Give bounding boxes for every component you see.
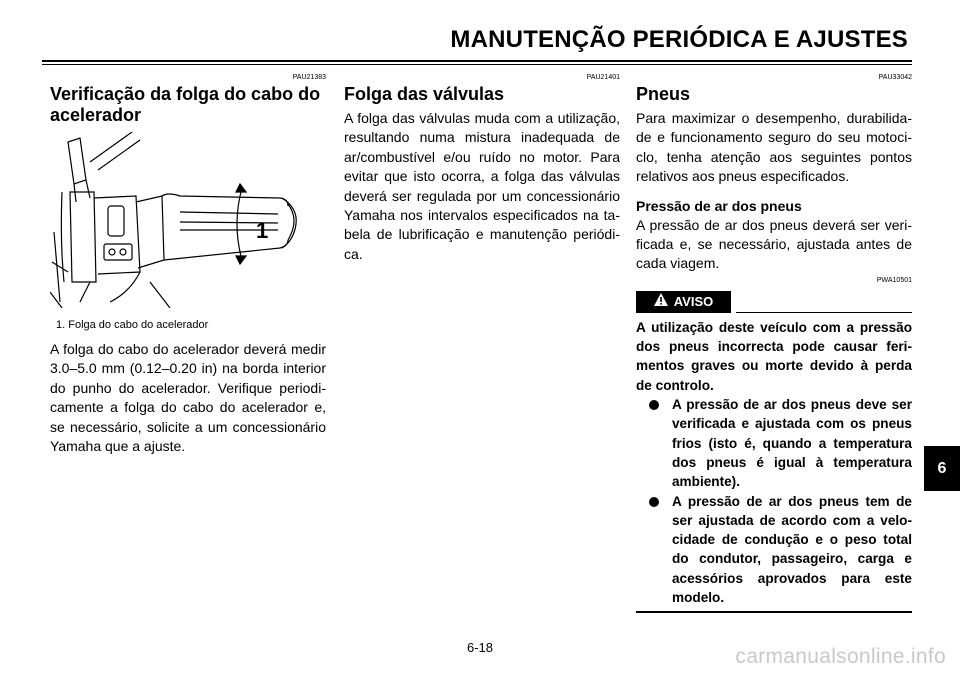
warning-code: PWA10501 (876, 276, 912, 284)
page-title: MANUTENÇÃO PERIÓDICA E AJUSTES (450, 26, 908, 53)
subsection-body: A pressão de ar dos pneus deverá ser verificada e, se necessário, ajustada antes de cada viagem. (636, 216, 912, 272)
warning-badge (636, 291, 731, 313)
bullet-text: A pressão de ar dos pneus tem de ser ajustada de acordo com a velocidade de condução e o peso total do condutor, passageiro, carga e acessórios aprovados para este modelo. (672, 493, 912, 605)
section-code: PAU21401 (586, 74, 620, 81)
warning-bullet (636, 492, 912, 608)
bullet-icon (649, 497, 659, 507)
warning-rule (736, 312, 912, 314)
page-number: 6-18 (466, 640, 494, 655)
column-valve-clearance (344, 73, 620, 264)
section-body: A folga das válvulas muda com a utilização, resultando numa mistura inadequada de ar/combustível e/ou ruído no motor. Para evitar que isto ocorra, a folga das válvulas deverá ser regulada por um concessionário Yamaha nos intervalos especificados na tabela de lubrificação e manutenção periódica. (344, 110, 620, 262)
section-heading: Pneus (636, 84, 691, 104)
section-intro: Para maximizar o desempenho, durabilidade e funcionamento seguro do seu motociclo, tenha atenção aos seguintes pontos relativos aos pneus especificados. (636, 110, 912, 185)
warning-bullet (636, 395, 912, 491)
figure-caption: 1. Folga do cabo do acelerador (56, 319, 209, 331)
bullet-text: A pressão de ar dos pneus deve ser verificada e ajustada com os pneus frios (isto é, quando a temperatura dos pneus é igual à temperatura ambiente). (672, 397, 912, 490)
warning-banner (636, 288, 912, 316)
figure-callout-label: 1 (256, 218, 269, 243)
chapter-tab: 6 (924, 446, 960, 491)
header-rule (42, 60, 912, 62)
section-heading: Folga das válvulas (344, 84, 505, 104)
watermark: carmanualsonline.info (735, 645, 946, 668)
section-code: PAU21383 (292, 74, 326, 81)
header-rule-thin (42, 64, 912, 65)
throttle-grip-figure (50, 132, 320, 308)
section-heading: Verificação da folga do cabo do acelerador (50, 84, 321, 125)
section-code: PAU33042 (878, 74, 912, 81)
warning-label: AVISO (673, 293, 714, 309)
warning-triangle-icon (654, 291, 668, 313)
column-throttle-cable (50, 73, 326, 456)
warning-end-rule (636, 611, 912, 613)
warning-text: A utilização deste veículo com a pressão dos pneus incorrecta pode causar ferimentos graves ou morte devido à perda de controlo. (636, 319, 912, 393)
bullet-icon (649, 400, 659, 410)
column-tires (636, 73, 912, 613)
section-body: A folga do cabo do acelerador deverá medir 3.0–5.0 mm (0.12–0.20 in) na borda interior do punho do acelerador. Verifique periodicamente a folga do cabo do acelerador e, se necessário, solicite a um concessionário Yamaha que a ajuste. (50, 341, 326, 455)
subsection-heading: Pressão de ar dos pneus (636, 197, 802, 214)
throttle-grip-illustration (50, 132, 320, 308)
